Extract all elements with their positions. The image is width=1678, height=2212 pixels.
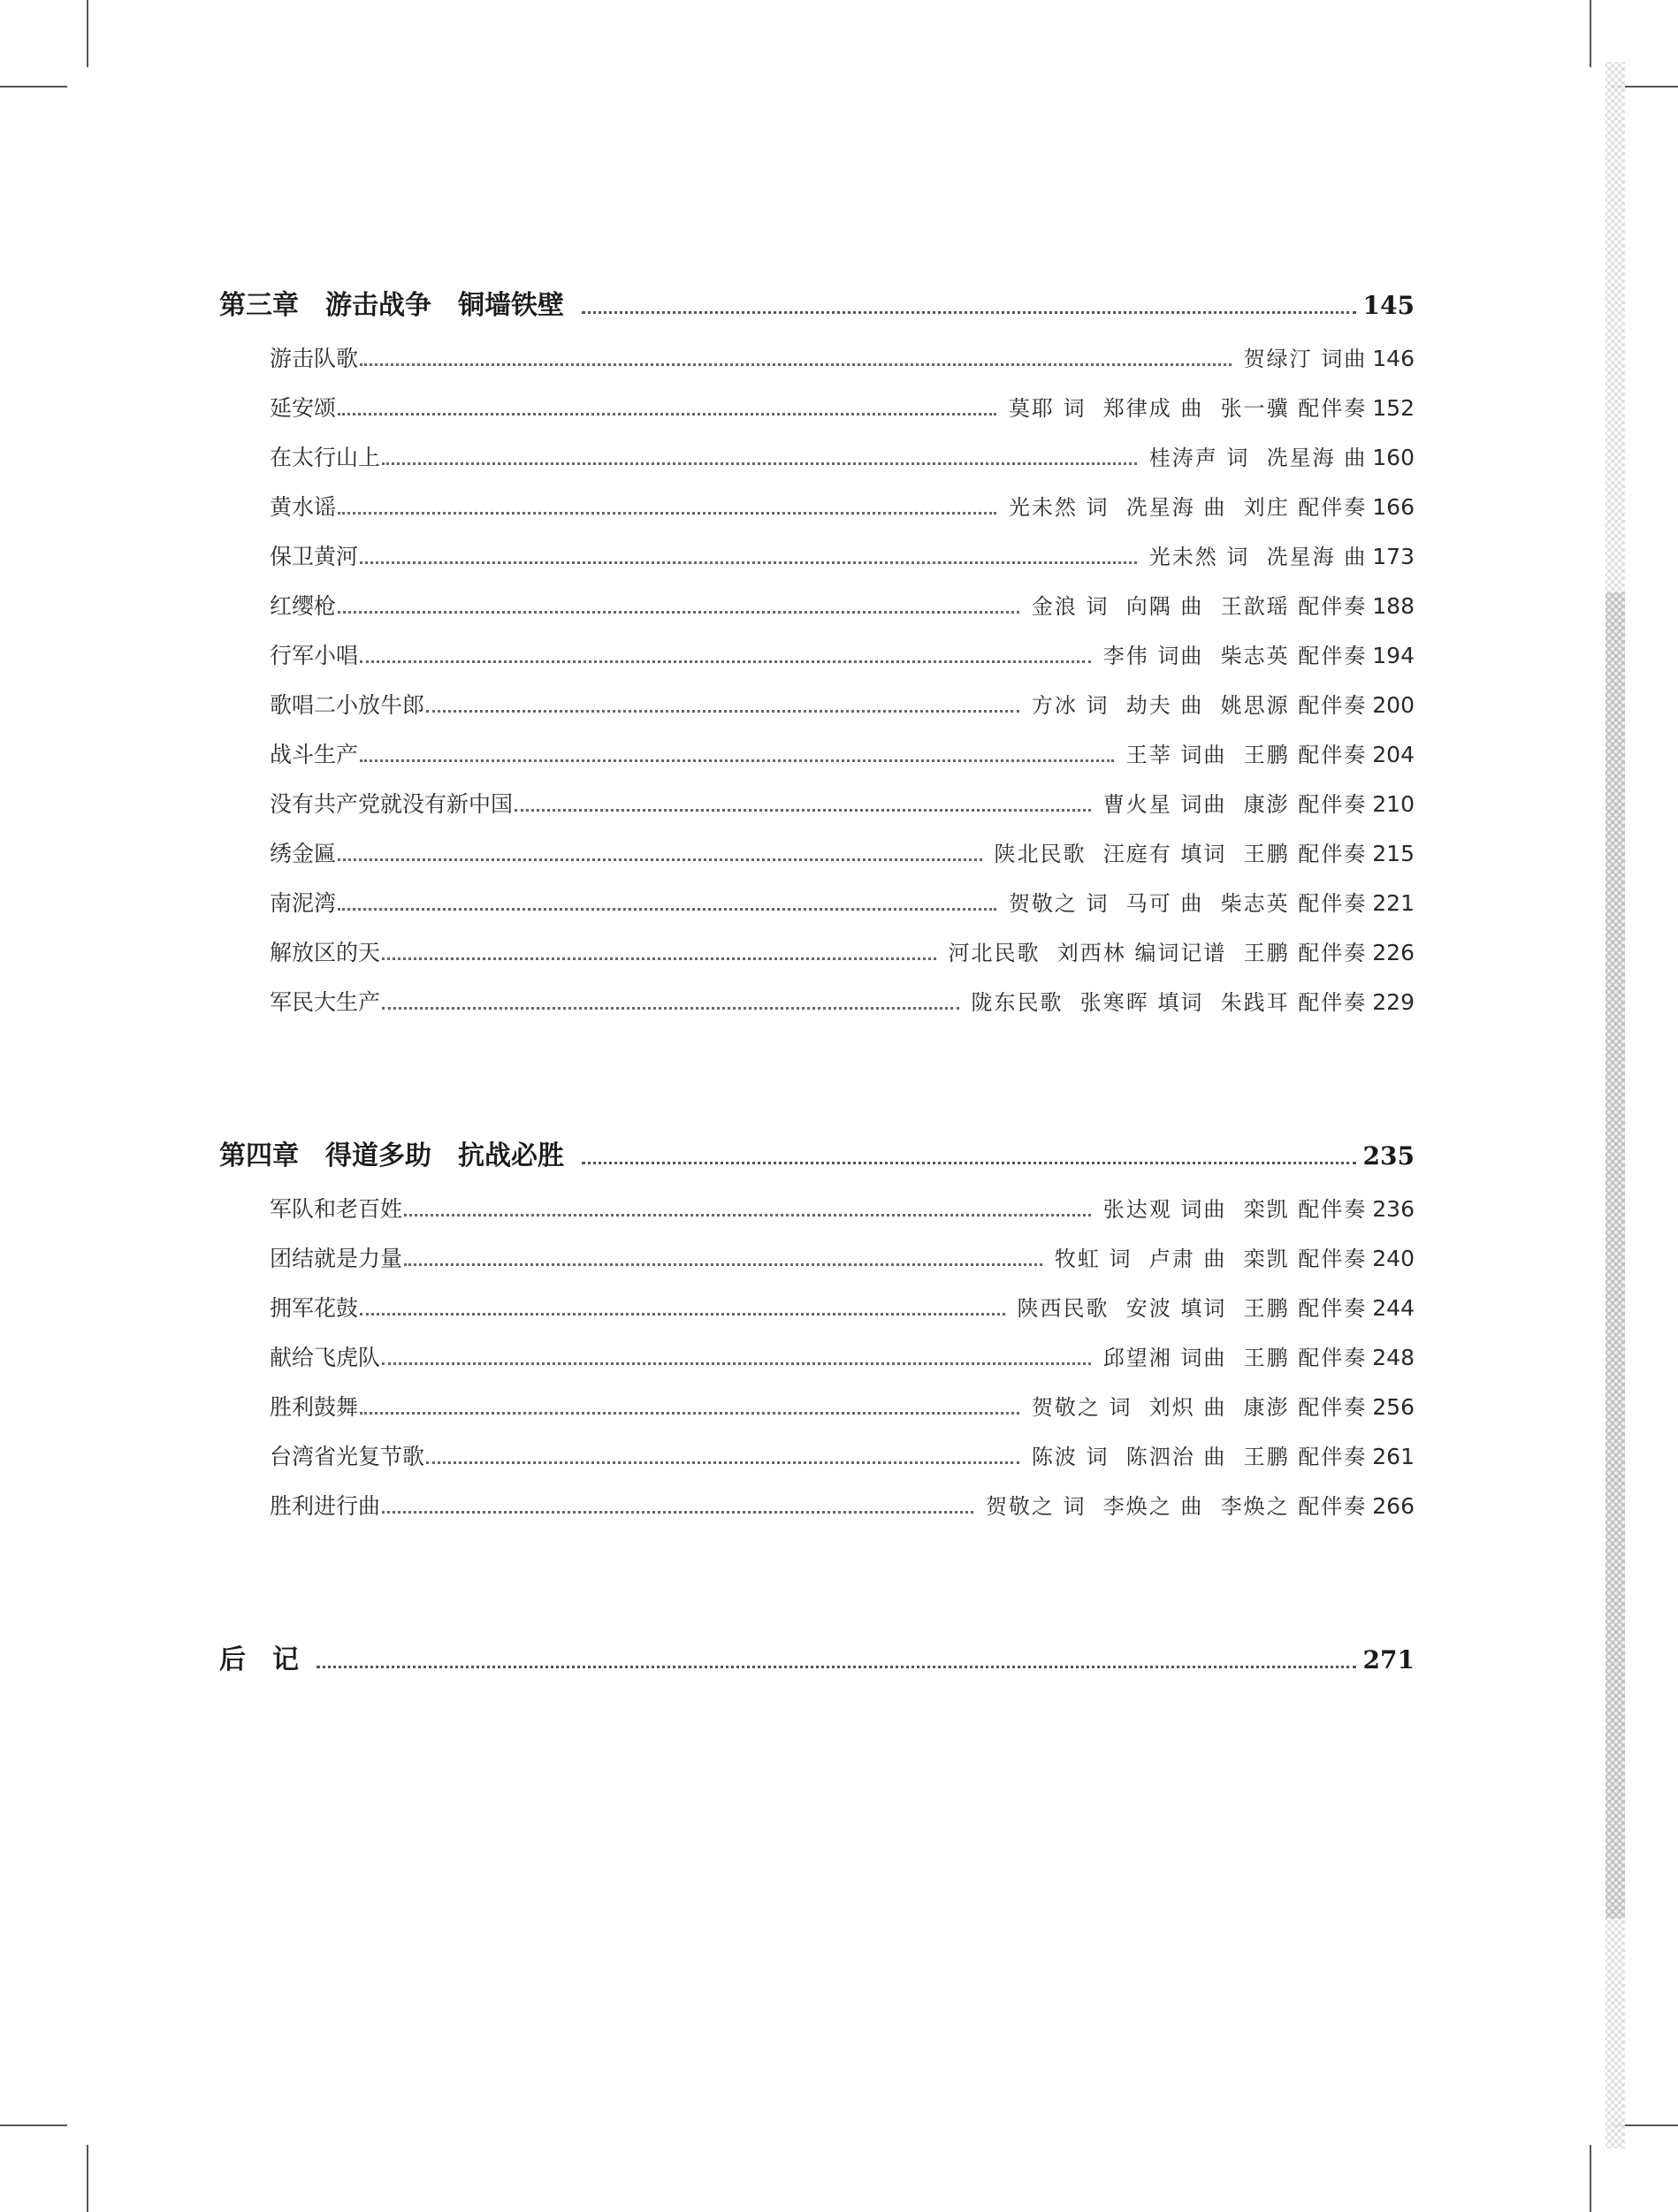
crop-mark-bottom-right-vertical <box>1590 2145 1591 2212</box>
dot-leader <box>338 858 981 861</box>
dot-leader <box>338 413 996 416</box>
afterword-page-number: 271 <box>1362 1645 1415 1674</box>
toc-entry <box>270 737 1415 769</box>
entry-page-number: 256 <box>1372 1394 1415 1420</box>
toc-entry <box>270 391 1415 423</box>
dot-leader <box>360 759 1114 762</box>
toc-entry <box>270 1439 1415 1471</box>
chapter-title: 游击战争 铜墙铁壁 <box>325 290 564 321</box>
toc-entry <box>270 440 1415 472</box>
toc-entry <box>270 787 1415 819</box>
dot-leader <box>382 957 935 960</box>
entry-page-number: 152 <box>1372 395 1415 421</box>
dot-leader <box>360 1412 1019 1415</box>
dot-leader <box>317 1666 1356 1668</box>
entry-credits: 李伟 词曲 柴志英 配伴奏 <box>1102 644 1368 668</box>
toc-entry <box>270 1192 1415 1224</box>
entry-page-number: 261 <box>1372 1444 1415 1469</box>
entry-credits: 曹火星 词曲 康澎 配伴奏 <box>1102 792 1368 817</box>
chapter-number: 第三章 <box>219 290 299 321</box>
toc-entry <box>270 341 1415 373</box>
entry-page-number: 248 <box>1372 1345 1415 1370</box>
entry-credits: 河北民歌 刘西林 编词记谱 王鹏 配伴奏 <box>948 941 1368 965</box>
entry-title: 拥军花鼓 <box>270 1295 359 1321</box>
toc-entry <box>270 1390 1415 1422</box>
toc-entry <box>270 688 1415 720</box>
chapter-number: 第四章 <box>219 1140 299 1171</box>
chapter-page-number: 235 <box>1362 1141 1415 1171</box>
chapter-heading <box>219 1133 1415 1172</box>
entry-credits: 金浪 词 向隅 曲 王歆瑶 配伴奏 <box>1031 594 1368 619</box>
toc-entry <box>270 836 1415 868</box>
toc-entry <box>270 1340 1415 1372</box>
dot-leader <box>360 1313 1004 1316</box>
entry-page-number: 173 <box>1372 544 1415 569</box>
afterword-title: 后 记 <box>219 1644 299 1675</box>
entry-page-number: 146 <box>1372 346 1415 371</box>
toc-entry <box>270 589 1415 621</box>
entry-page-number: 236 <box>1372 1196 1415 1222</box>
entry-credits: 光未然 词 冼星海 曲 刘庄 配伴奏 <box>1008 495 1368 520</box>
afterword-heading <box>219 1637 1415 1676</box>
entry-page-number: 226 <box>1372 940 1415 965</box>
entry-page-number: 200 <box>1372 692 1415 718</box>
crop-mark-bottom-left-horizontal <box>0 2124 67 2126</box>
crop-mark-top-left-horizontal <box>0 86 67 88</box>
entry-title: 黄水谣 <box>270 494 337 520</box>
crop-mark-top-right-vertical <box>1590 0 1591 67</box>
entry-credits: 贺敬之 词 李焕之 曲 李焕之 配伴奏 <box>985 1494 1368 1519</box>
entry-page-number: 221 <box>1372 890 1415 916</box>
dot-leader <box>426 1461 1019 1464</box>
entry-title: 绣金匾 <box>270 841 337 866</box>
entry-credits: 桂涛声 词 冼星海 曲 <box>1148 446 1368 470</box>
entry-credits: 张达观 词曲 栾凯 配伴奏 <box>1102 1197 1368 1222</box>
toc-entry <box>270 1489 1415 1521</box>
entry-credits: 莫耶 词 郑律成 曲 张一骥 配伴奏 <box>1008 396 1368 421</box>
dot-leader <box>404 1263 1042 1266</box>
entry-credits: 陈波 词 陈泗治 曲 王鹏 配伴奏 <box>1031 1445 1368 1469</box>
entry-title: 军队和老百姓 <box>270 1196 403 1222</box>
toc-entry <box>270 539 1415 571</box>
dot-leader <box>426 710 1019 713</box>
dot-leader <box>338 611 1019 614</box>
entry-page-number: 240 <box>1372 1246 1415 1271</box>
entry-page-number: 229 <box>1372 989 1415 1015</box>
chapter-page-number: 145 <box>1362 291 1415 320</box>
entry-credits: 陕西民歌 安波 填词 王鹏 配伴奏 <box>1017 1296 1368 1321</box>
entry-credits: 方冰 词 劫夫 曲 姚思源 配伴奏 <box>1031 693 1368 718</box>
crop-mark-top-left-vertical <box>87 0 88 67</box>
entry-page-number: 160 <box>1372 445 1415 470</box>
entry-credits: 贺敬之 词 马可 曲 柴志英 配伴奏 <box>1008 891 1368 916</box>
entry-title: 保卫黄河 <box>270 544 359 569</box>
dot-leader <box>404 1214 1091 1217</box>
dot-leader <box>360 660 1091 663</box>
entry-title: 胜利进行曲 <box>270 1493 381 1519</box>
dot-leader <box>382 1511 973 1514</box>
toc-entry <box>270 1291 1415 1323</box>
entry-credits: 邱望湘 词曲 王鹏 配伴奏 <box>1102 1346 1368 1370</box>
dot-leader <box>515 809 1091 812</box>
dot-leader <box>338 512 996 515</box>
dot-leader <box>360 561 1137 564</box>
toc-entry <box>270 490 1415 522</box>
entry-page-number: 210 <box>1372 791 1415 817</box>
entry-page-number: 188 <box>1372 593 1415 619</box>
toc-entry <box>270 935 1415 967</box>
entry-credits: 王莘 词曲 王鹏 配伴奏 <box>1125 743 1368 767</box>
entry-page-number: 266 <box>1372 1493 1415 1519</box>
dot-leader <box>338 908 996 911</box>
entry-credits: 陇东民歌 张寒晖 填词 朱践耳 配伴奏 <box>971 990 1368 1015</box>
dot-leader <box>360 363 1232 366</box>
entry-credits: 牧虹 词 卢肃 曲 栾凯 配伴奏 <box>1054 1247 1368 1271</box>
entry-page-number: 244 <box>1372 1295 1415 1321</box>
toc-entry <box>270 638 1415 670</box>
chapter-title: 得道多助 抗战必胜 <box>325 1140 564 1171</box>
entry-title: 延安颂 <box>270 395 337 421</box>
dot-leader <box>382 1362 1091 1365</box>
entry-title: 战斗生产 <box>270 742 359 767</box>
dot-leader <box>382 1007 958 1010</box>
entry-credits: 贺敬之 词 刘炽 曲 康澎 配伴奏 <box>1031 1395 1368 1420</box>
entry-title: 胜利鼓舞 <box>270 1394 359 1420</box>
entry-title: 台湾省光复节歌 <box>270 1444 425 1469</box>
entry-title: 没有共产党就没有新中国 <box>270 791 514 817</box>
toc-entry <box>270 985 1415 1017</box>
decorative-edge-strip <box>1606 62 1625 2148</box>
decorative-band <box>1606 592 1625 1918</box>
entry-title: 解放区的天 <box>270 940 381 965</box>
entry-credits: 光未然 词 冼星海 曲 <box>1148 545 1368 569</box>
dot-leader <box>582 1162 1356 1164</box>
entry-title: 游击队歌 <box>270 346 359 371</box>
entry-title: 歌唱二小放牛郎 <box>270 692 425 718</box>
entry-title: 军民大生产 <box>270 989 381 1015</box>
entry-page-number: 215 <box>1372 841 1415 866</box>
entry-page-number: 194 <box>1372 643 1415 668</box>
entry-page-number: 166 <box>1372 494 1415 520</box>
entry-credits: 贺绿汀 词曲 <box>1243 347 1368 371</box>
chapter-heading <box>219 283 1415 322</box>
entry-title: 南泥湾 <box>270 890 337 916</box>
entry-page-number: 204 <box>1372 742 1415 767</box>
crop-mark-bottom-left-vertical <box>87 2145 88 2212</box>
entry-credits: 陕北民歌 汪庭有 填词 王鹏 配伴奏 <box>994 842 1368 866</box>
dot-leader <box>382 462 1137 465</box>
entry-title: 献给飞虎队 <box>270 1345 381 1370</box>
dot-leader <box>582 311 1356 314</box>
entry-title: 在太行山上 <box>270 445 381 470</box>
entry-title: 行军小唱 <box>270 643 359 668</box>
toc-entry <box>270 886 1415 918</box>
toc-entry <box>270 1241 1415 1273</box>
entry-title: 团结就是力量 <box>270 1246 403 1271</box>
entry-title: 红缨枪 <box>270 593 337 619</box>
